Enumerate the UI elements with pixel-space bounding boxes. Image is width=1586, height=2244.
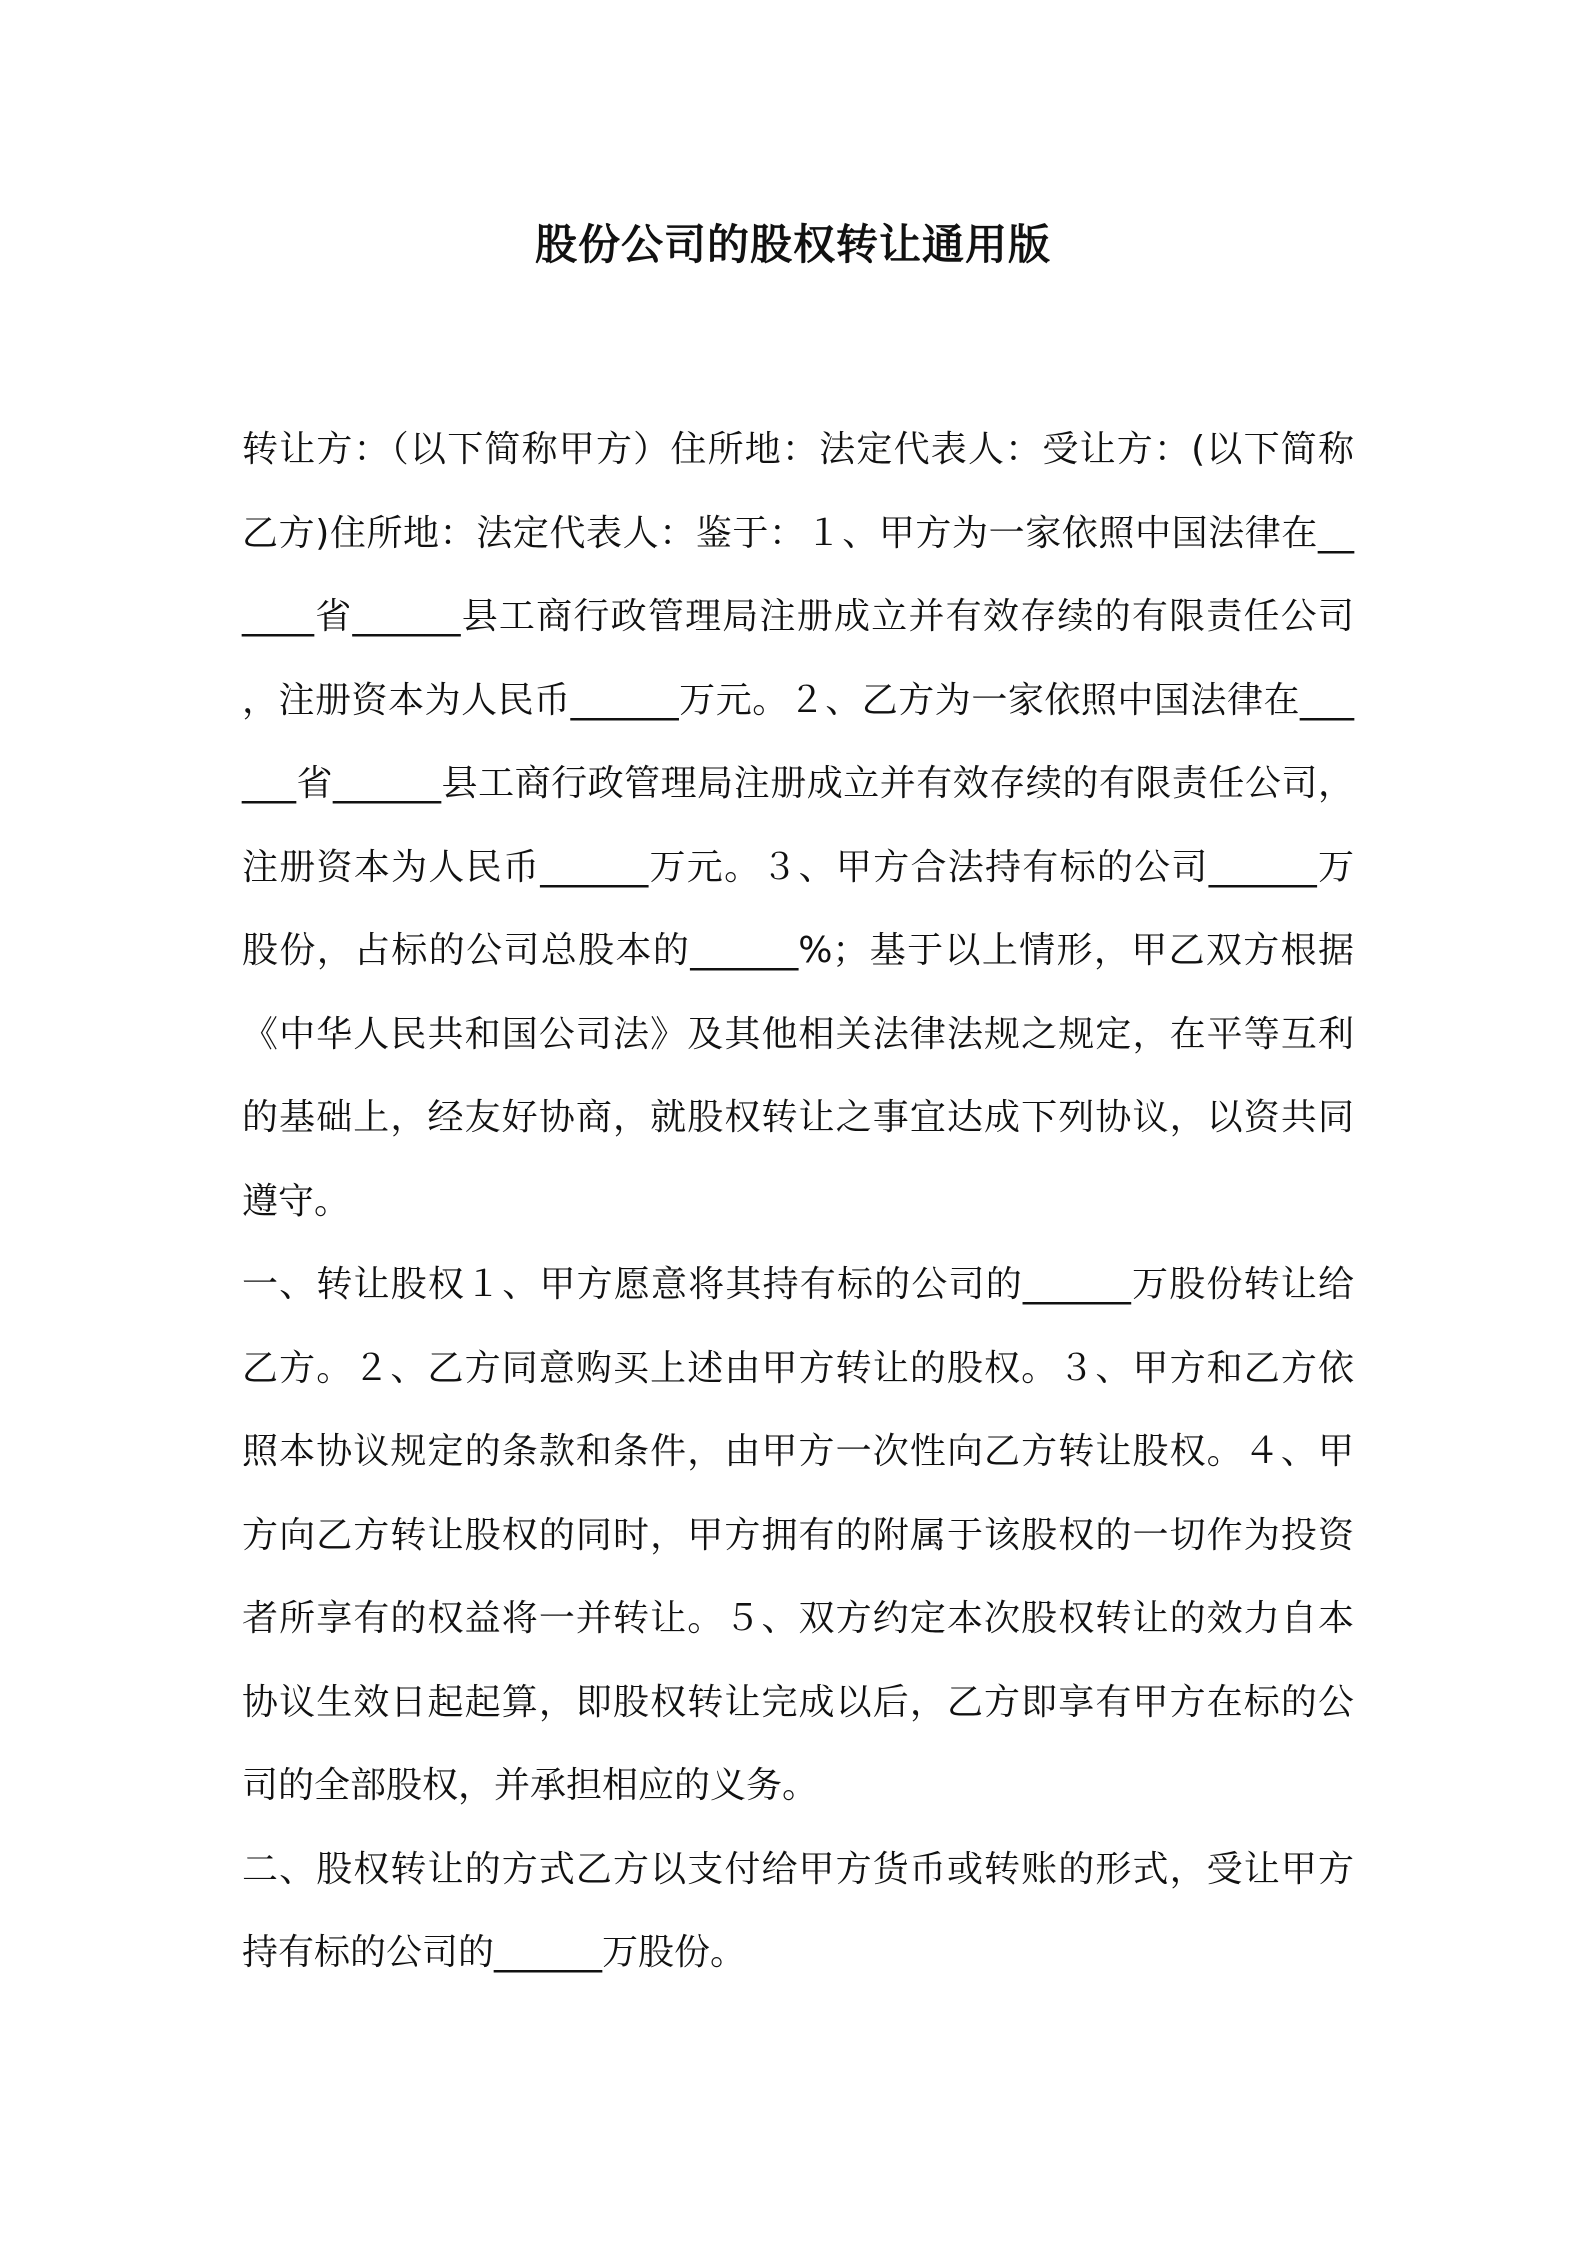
document-title: 股份公司的股权转让通用版 [534, 220, 1051, 269]
paragraph-section-1: 一、转让股权１、甲方愿意将其持有标的公司的______万股份转让给乙方。２、乙方同意购买上述由甲方转让的股权。３、甲方和乙方依照本协议规定的条款和条件，由甲方一次性向乙方转让股权。４、甲方向乙方转让股权的同时，甲方拥有的附属于该股权的一切作为投资者所享有的权益将一并转让。５、双方约定本次股权转让的效力自本协议生效日起起算，即股权转让完成以后，乙方即享有甲方在标的公司的全部股权，并承担相应的义务。 [242, 1264, 1354, 1806]
paragraph-section-2: 二、股权转让的方式乙方以支付给甲方货币或转账的形式，受让甲方持有标的公司的______万股份。 [242, 1848, 1354, 1973]
paragraph-preamble: 转让方：（以下简称甲方）住所地：法定代表人：受让方：(以下简称乙方)住所地：法定代表人：鉴于：１、甲方为一家依照中国法律在______省______县工商行政管理局注册成立并有效存续的有限责任公司，注册资本为人民币______万元。２、乙方为一家依照中国法律在______省______县工商行政管理局注册成立并有效存续的有限责任公司，注册资本为人民币______万元。３、甲方合法持有标的公司______万股份，占标的公司总股本的______%；基于以上情形，甲乙双方根据《中华人民共和国公司法》及其他相关法律法规之规定，在平等互利的基础上，经友好协商，就股权转让之事宜达成下列协议，以资共同遵守。 [242, 429, 1354, 1222]
document-body [242, 408, 1354, 1995]
